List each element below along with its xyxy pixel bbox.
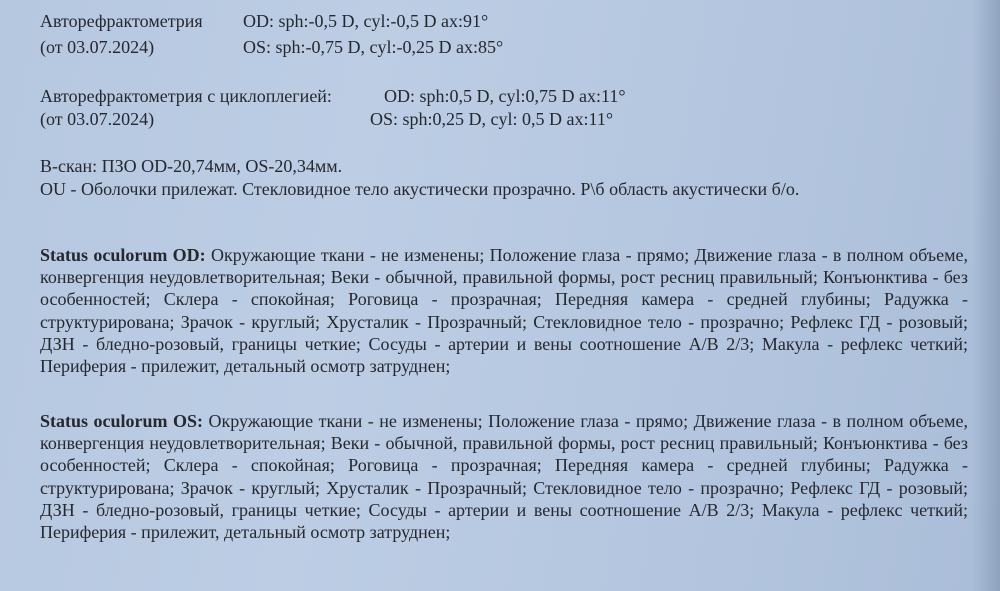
autoref-cyclo-label: Авторефрактометрия с циклоплегией:: [40, 86, 332, 106]
autoref-date: (от 03.07.2024): [40, 37, 155, 57]
autoref-os: OS: sph:-0,75 D, cyl:-0,25 D ax:85°: [243, 37, 504, 57]
status-od-text: Окружающие ткани - не изменены; Положение глаза - прямо; Движение глаза - в полном объеме, конвергенция неудовлетворительная; Веки - обычной, правильной формы, рост ресниц правильный; Конъюнктива - без особенностей; Склера - спокойная; Роговица - прозрачная; Передняя камера - средней глубины; Радужка - структурирована; Зрачок - круглый; Хрусталик - Прозрачный; Стекловидное тело - прозрачно; Рефлекс ГД - розовый; ДЗН - бледно-розовый, границы четкие; Сосуды - артерии и вены соотношение А/В 2/3; Макула - рефлекс четкий; Периферия - прилежит, детальный осмотр затруднен;: [40, 245, 968, 377]
bscan-line-2: OU - Оболочки прилежат. Стекловидное тело акустически прозрачно. Р\б область акустически б/о.: [40, 179, 800, 199]
status-os-text: Окружающие ткани - не изменены; Положение глаза - прямо; Движение глаза - в полном объеме, конвергенция неудовлетворительная; Веки - обычной, правильной формы, рост ресниц правильный; Конъюнктива - без особенностей; Склера - спокойная; Роговица - прозрачная; Передняя камера - средней глубины; Радужка - структурирована; Зрачок - круглый; Хрусталик - Прозрачный; Стекловидное тело - прозрачно; Рефлекс ГД - розовый; ДЗН - бледно-розовый, границы четкие; Сосуды - артерии и вены соотношение А/В 2/3; Макула - рефлекс четкий; Периферия - прилежит, детальный осмотр затруднен;: [40, 411, 969, 543]
autoref-od: OD: sph:-0,5 D, cyl:-0,5 D ax:91°: [243, 11, 489, 31]
autoref-label: Авторефрактометрия: [40, 11, 203, 31]
status-od-title: Status oculorum OD:: [40, 245, 206, 265]
autoref-cyclo-od: OD: sph:0,5 D, cyl:0,75 D ax:11°: [384, 86, 626, 106]
autoref-cyclo-os: OS: sph:0,25 D, cyl: 0,5 D ax:11°: [370, 109, 614, 129]
autoref-cyclo-date: (от 03.07.2024): [40, 109, 155, 129]
bscan-line-1: B-скан: ПЗО OD-20,74мм, OS-20,34мм.: [40, 156, 343, 176]
status-od-paragraph: [40, 244, 968, 377]
status-os-title: Status oculorum OS:: [40, 411, 204, 431]
status-os-paragraph: [40, 410, 968, 543]
page-shadow: [972, 0, 1000, 591]
